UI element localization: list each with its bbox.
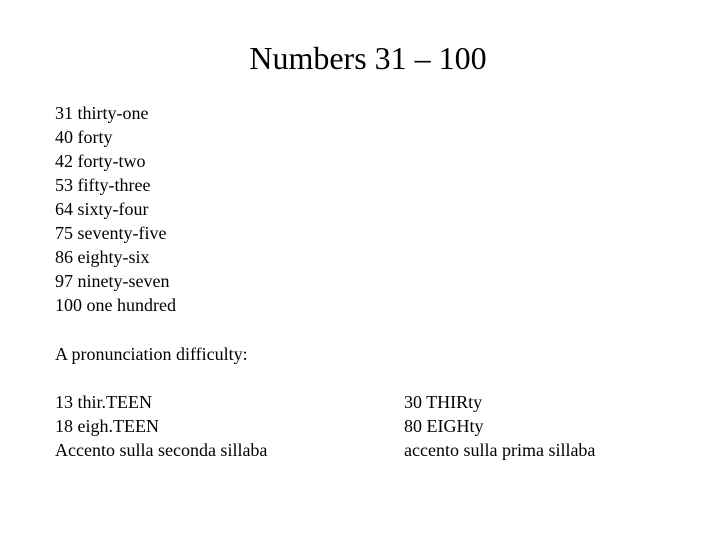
list-item: 31 thirty-one <box>55 103 149 123</box>
list-item: 40 forty <box>55 127 113 147</box>
pronunciation-heading: A pronunciation difficulty: <box>55 344 248 364</box>
list-item: 53 fifty-three <box>55 175 151 195</box>
list-item: 100 one hundred <box>55 295 176 315</box>
list-item: 13 thir.TEEN <box>55 392 152 412</box>
numbers-list <box>55 101 176 317</box>
list-item: 80 EIGHty <box>404 416 484 436</box>
teen-column <box>55 390 267 462</box>
list-item: 42 forty-two <box>55 151 146 171</box>
list-item: 75 seventy-five <box>55 223 167 243</box>
list-item: 64 sixty-four <box>55 199 149 219</box>
list-item: 97 ninety-seven <box>55 271 170 291</box>
list-item: Accento sulla seconda sillaba <box>55 440 268 460</box>
list-item: 18 eigh.TEEN <box>55 416 159 436</box>
ty-column <box>404 390 595 462</box>
list-item: accento sulla prima sillaba <box>404 440 596 460</box>
slide-title: Numbers 31 – 100 <box>249 40 487 76</box>
list-item: 86 eighty-six <box>55 247 150 267</box>
list-item: 30 THIRty <box>404 392 483 412</box>
